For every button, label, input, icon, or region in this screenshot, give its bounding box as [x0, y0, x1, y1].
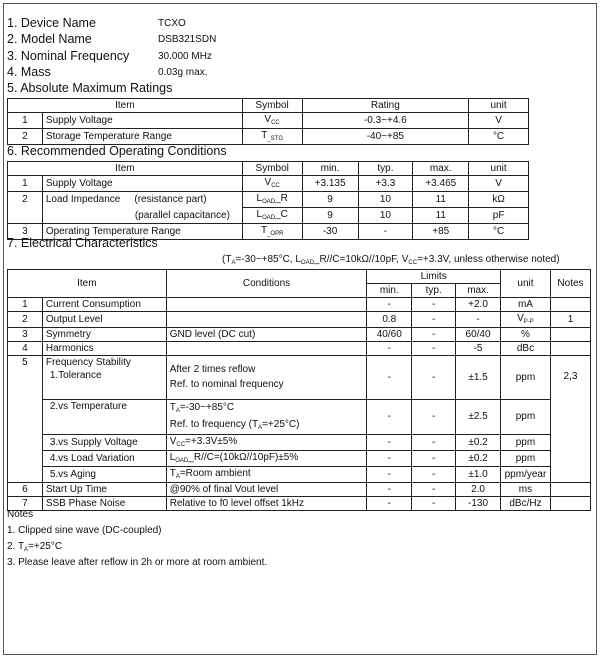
- row-number: 3: [8, 328, 43, 342]
- max-cell: -: [456, 312, 501, 328]
- typ-cell: -: [412, 466, 456, 482]
- unit-cell: dBc/Hz: [500, 496, 550, 510]
- table-row: [8, 450, 591, 466]
- symbol-cell: $V_{CC}$: [242, 113, 302, 129]
- typ-cell: -: [412, 298, 456, 312]
- max-cell: ±2.5: [456, 399, 501, 434]
- table-header-row: [8, 162, 529, 176]
- notes-cell: 2,3: [550, 356, 590, 483]
- min-cell: 0.8: [367, 312, 412, 328]
- item-cell: (parallel capacitance): [42, 208, 242, 224]
- max-cell: +2.0: [456, 298, 501, 312]
- unit-cell: ppm: [500, 399, 550, 434]
- item-cell: Supply Voltage: [42, 113, 242, 129]
- min-cell: -: [367, 496, 412, 510]
- item-cell: Frequency Stability: [42, 356, 166, 370]
- max-cell: 2.0: [456, 482, 501, 496]
- item-cell: Start Up Time: [42, 482, 166, 496]
- unit-cell: V: [469, 113, 529, 129]
- nominal-frequency-label: 3. Nominal Frequency: [7, 49, 130, 63]
- conditions-cell: $L_{OAD}\_R//C=(10k\Omega//10pF)\pm 5\%$: [166, 450, 367, 466]
- table-row: [8, 298, 591, 312]
- test-conditions-note: ($T_A=-30\sim+85^\circ C$, $L_{OAD}\_R//C=10k\Omega//10pF$, $V_{CC}=+3.3V$, unless otherwise noted): [222, 254, 560, 266]
- conditions-cell: $V_{CC}=+3.3V\pm 5\%$: [166, 434, 367, 450]
- min-cell: -: [367, 356, 412, 400]
- row-number: 1: [8, 113, 43, 129]
- conditions-cell: @90% of final Vout level: [166, 482, 367, 496]
- section-6-title: 6. Recommended Operating Conditions: [7, 144, 227, 158]
- absolute-max-ratings-table: [7, 98, 529, 145]
- item-cell: 4.vs Load Variation: [42, 450, 166, 466]
- col-max: max.: [413, 162, 469, 176]
- section-5-title: 5. Absolute Maximum Ratings: [7, 81, 173, 95]
- unit-cell: ppm: [500, 450, 550, 466]
- max-cell: 11: [413, 192, 469, 208]
- min-cell: -: [367, 399, 412, 434]
- unit-cell: ms: [500, 482, 550, 496]
- mass-value: 0.03g max.: [158, 67, 208, 78]
- table-row: [8, 434, 591, 450]
- min-cell: -: [367, 450, 412, 466]
- max-cell: +3.465: [413, 176, 469, 192]
- conditions-cell: [166, 312, 367, 328]
- notes-cell: [550, 298, 590, 312]
- typ-cell: 10: [358, 192, 413, 208]
- row-number: 1: [8, 176, 43, 192]
- col-min: min.: [302, 162, 358, 176]
- symbol-cell: $T_{\_STG}$: [242, 129, 302, 145]
- symbol-cell: $L_{OAD}\_C$: [242, 208, 302, 224]
- item-cell: Storage Temperature Range: [42, 129, 242, 145]
- notes-cell: [550, 328, 590, 342]
- typ-cell: -: [412, 328, 456, 342]
- section-7-title: 7. Electrical Characteristics: [7, 236, 158, 250]
- conditions-cell: [166, 342, 367, 356]
- notes-cell: [550, 482, 590, 496]
- table-row: [8, 129, 529, 145]
- item-cell: SSB Phase Noise: [42, 496, 166, 510]
- typ-cell: -: [412, 482, 456, 496]
- row-number: 1: [8, 298, 43, 312]
- item-cell: Symmetry: [42, 328, 166, 342]
- unit-cell: V: [469, 176, 529, 192]
- col-max: max.: [456, 284, 501, 298]
- item-cell: 1.Tolerance: [42, 369, 166, 399]
- unit-cell: °C: [469, 129, 529, 145]
- table-row: [8, 312, 591, 328]
- max-cell: +85: [413, 224, 469, 240]
- col-limits: Limits: [367, 270, 501, 284]
- item-cell: 5.vs Aging: [42, 466, 166, 482]
- row-number: [8, 208, 43, 224]
- max-cell: ±0.2: [456, 434, 501, 450]
- conditions-cell: After 2 times reflow Ref. to nominal frequency: [166, 356, 367, 400]
- rating-cell: -40~+85: [302, 129, 469, 145]
- min-cell: 9: [302, 192, 358, 208]
- unit-cell: ppm/year: [500, 466, 550, 482]
- electrical-characteristics-table: [7, 269, 591, 511]
- notes-cell: [550, 342, 590, 356]
- col-unit: unit: [469, 99, 529, 113]
- rating-cell: -0.3~+4.6: [302, 113, 469, 129]
- item-cell: 2.vs Temperature: [42, 399, 166, 434]
- unit-cell: %: [500, 328, 550, 342]
- table-row: [8, 399, 591, 434]
- col-min: min.: [367, 284, 412, 298]
- row-number: 2: [8, 129, 43, 145]
- typ-cell: -: [412, 399, 456, 434]
- max-cell: ±1.5: [456, 356, 501, 400]
- col-symbol: Symbol: [242, 99, 302, 113]
- item-cell: Supply Voltage: [42, 176, 242, 192]
- col-symbol: Symbol: [242, 162, 302, 176]
- unit-cell: °C: [469, 224, 529, 240]
- row-number: 3: [8, 224, 43, 240]
- row-number: 6: [8, 482, 43, 496]
- item-cell: Operating Temperature Range: [42, 224, 242, 240]
- mass-label: 4. Mass: [7, 65, 51, 79]
- col-typ: typ.: [412, 284, 456, 298]
- min-cell: -: [367, 342, 412, 356]
- unit-cell: pF: [469, 208, 529, 224]
- typ-cell: -: [412, 342, 456, 356]
- unit-cell: ppm: [500, 434, 550, 450]
- conditions-cell: GND level (DC cut): [166, 328, 367, 342]
- col-item: Item: [8, 99, 243, 113]
- max-cell: -130: [456, 496, 501, 510]
- note-2: 2. $T_A=+25^\circ C$: [7, 541, 63, 553]
- table-header-row: [8, 270, 591, 284]
- min-cell: -: [367, 466, 412, 482]
- item-cell: 3.vs Supply Voltage: [42, 434, 166, 450]
- col-conditions: Conditions: [166, 270, 367, 298]
- unit-cell: kΩ: [469, 192, 529, 208]
- conditions-cell: [166, 298, 367, 312]
- notes-cell: 1: [550, 312, 590, 328]
- item-cell: Output Level: [42, 312, 166, 328]
- device-name-label: 1. Device Name: [7, 16, 96, 30]
- unit-cell: mA: [500, 298, 550, 312]
- unit-cell: $V_{P-P}$: [500, 312, 550, 328]
- notes-title: Notes: [7, 509, 34, 520]
- table-row: [8, 482, 591, 496]
- col-item: Item: [8, 162, 243, 176]
- typ-cell: -: [412, 312, 456, 328]
- notes-cell: [550, 496, 590, 510]
- item-cell: Harmonics: [42, 342, 166, 356]
- typ-cell: 10: [358, 208, 413, 224]
- max-cell: -5: [456, 342, 501, 356]
- min-cell: -: [367, 298, 412, 312]
- col-unit: unit: [469, 162, 529, 176]
- symbol-cell: $T_{\_OPR}$: [242, 224, 302, 240]
- table-row: [8, 356, 591, 370]
- min-cell: 9: [302, 208, 358, 224]
- symbol-cell: $V_{CC}$: [242, 176, 302, 192]
- conditions-cell: $T_A=Room$ ambient: [166, 466, 367, 482]
- recommended-conditions-table: [7, 161, 529, 240]
- unit-cell: ppm: [500, 356, 550, 400]
- item-cell: Current Consumption: [42, 298, 166, 312]
- min-cell: -30: [302, 224, 358, 240]
- nominal-frequency-value: 30.000 MHz: [158, 51, 212, 62]
- model-name-label: 2. Model Name: [7, 32, 92, 46]
- table-row: [8, 192, 529, 208]
- row-number: 7: [8, 496, 43, 510]
- device-name-value: TCXO: [158, 18, 186, 29]
- table-row: [8, 208, 529, 224]
- item-cell: Load Impedance (resistance part): [42, 192, 242, 208]
- row-number: 5: [8, 356, 43, 483]
- max-cell: ±1.0: [456, 466, 501, 482]
- col-item: Item: [8, 270, 167, 298]
- row-number: 2: [8, 192, 43, 208]
- table-row: [8, 176, 529, 192]
- col-unit: unit: [500, 270, 550, 298]
- table-row: [8, 496, 591, 510]
- max-cell: 60/40: [456, 328, 501, 342]
- unit-cell: dBc: [500, 342, 550, 356]
- symbol-cell: $L_{OAD}\_R$: [242, 192, 302, 208]
- row-number: 2: [8, 312, 43, 328]
- note-1: 1. Clipped sine wave (DC-coupled): [7, 525, 162, 536]
- typ-cell: -: [412, 450, 456, 466]
- table-header-row: [8, 99, 529, 113]
- conditions-cell: Relative to f0 level offset 1kHz: [166, 496, 367, 510]
- typ-cell: -: [412, 434, 456, 450]
- typ-cell: +3.3: [358, 176, 413, 192]
- col-typ: typ.: [358, 162, 413, 176]
- min-cell: 40/60: [367, 328, 412, 342]
- col-rating: Rating: [302, 99, 469, 113]
- min-cell: -: [367, 434, 412, 450]
- note-3: 3. Please leave after reflow in 2h or more at room ambient.: [7, 557, 268, 568]
- table-row: [8, 466, 591, 482]
- typ-cell: -: [412, 496, 456, 510]
- conditions-cell: $T_A=-30\sim+85^\circ C$ Ref. to frequency $(T_A=+25^\circ C)$: [166, 399, 367, 434]
- table-row: [8, 342, 591, 356]
- typ-cell: -: [358, 224, 413, 240]
- table-row: [8, 113, 529, 129]
- table-row: [8, 328, 591, 342]
- col-notes: Notes: [550, 270, 590, 298]
- min-cell: +3.135: [302, 176, 358, 192]
- typ-cell: -: [412, 356, 456, 400]
- max-cell: 11: [413, 208, 469, 224]
- min-cell: -: [367, 482, 412, 496]
- max-cell: ±0.2: [456, 450, 501, 466]
- row-number: 4: [8, 342, 43, 356]
- model-name-value: DSB321SDN: [158, 34, 217, 45]
